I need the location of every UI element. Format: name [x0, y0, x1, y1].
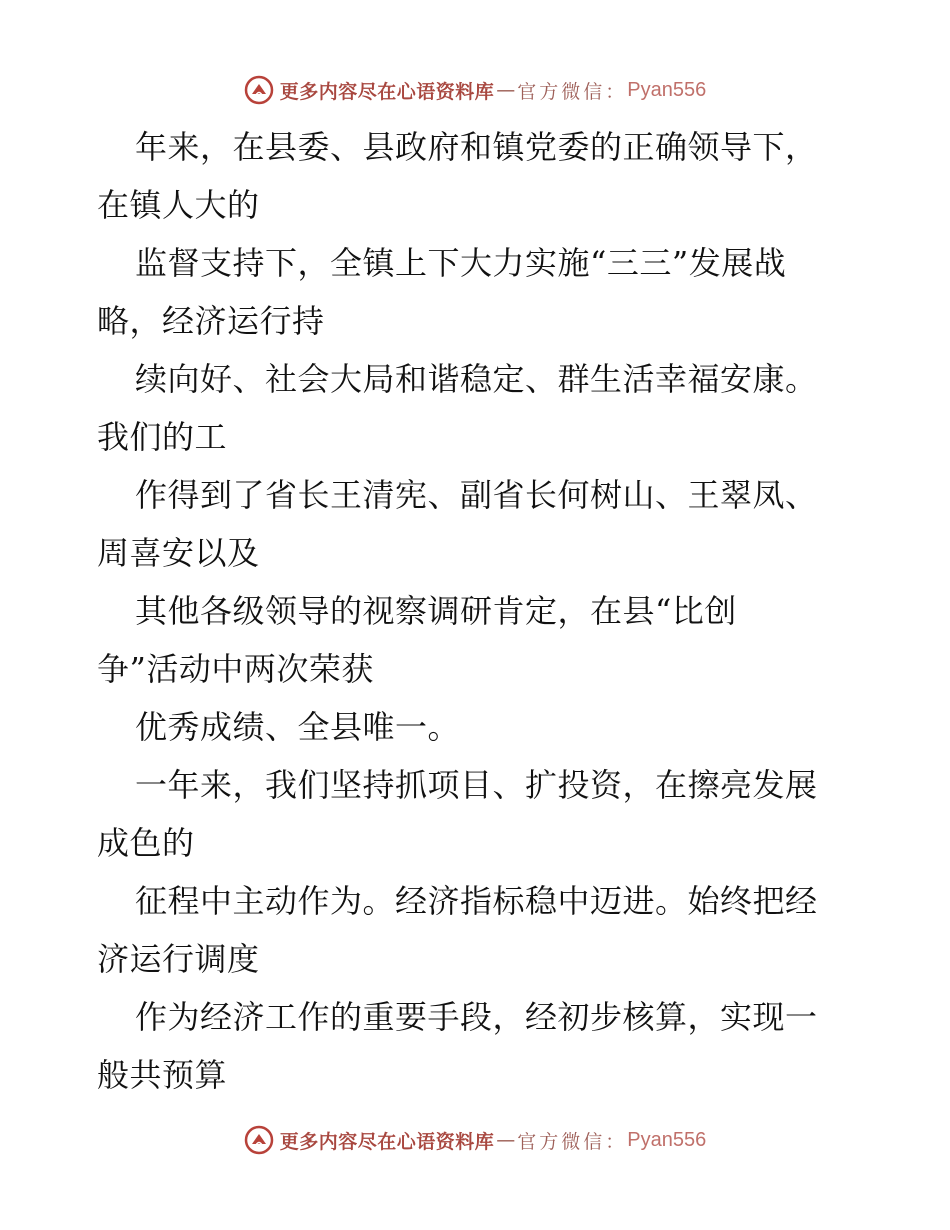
wechat-label: 官方微信：	[517, 1130, 628, 1153]
wechat-id: Pyan556	[627, 1128, 707, 1151]
text-line: 般共预算	[97, 1056, 228, 1094]
text-line: 征程中主动作为。经济指标稳中迈进。始终把经	[135, 882, 818, 920]
text-line: 我们的工	[97, 418, 228, 456]
text-line: 略，经济运行持	[97, 302, 325, 340]
site-name: 更多内容尽在心语资料库	[279, 80, 495, 103]
book-logo-icon	[244, 1125, 274, 1155]
wechat-label: 官方微信：	[517, 80, 628, 103]
text-line: 作得到了省长王清宪、副省长何树山、王翠凤、	[135, 476, 818, 514]
separator-dash: —	[496, 79, 516, 101]
text-line: 监督支持下，全镇上下大力实施“三三”发展战	[135, 244, 787, 282]
header-watermark-banner	[0, 70, 950, 110]
document-body	[97, 118, 877, 1104]
text-line: 作为经济工作的重要手段，经初步核算，实现一	[135, 998, 818, 1036]
text-line: 年来，在县委、县政府和镇党委的正确领导下，	[135, 128, 818, 166]
site-name: 更多内容尽在心语资料库	[279, 1130, 495, 1153]
footer-watermark-banner	[0, 1120, 950, 1160]
text-line: 在镇人大的	[97, 186, 260, 224]
book-logo-icon	[244, 75, 274, 105]
text-line: 争”活动中两次荣获	[97, 650, 374, 688]
text-line: 周喜安以及	[97, 534, 260, 572]
text-line: 其他各级领导的视察调研肯定，在县“比创	[135, 592, 737, 630]
text-line: 一年来，我们坚持抓项目、扩投资，在擦亮发展	[135, 766, 818, 804]
wechat-id: Pyan556	[627, 78, 707, 101]
text-line: 优秀成绩、全县唯一。	[135, 708, 461, 746]
text-line: 济运行调度	[97, 940, 260, 978]
text-line: 续向好、社会大局和谐稳定、群生活幸福安康。	[135, 360, 818, 398]
text-line: 成色的	[97, 824, 195, 862]
separator-dash: —	[496, 1129, 516, 1151]
